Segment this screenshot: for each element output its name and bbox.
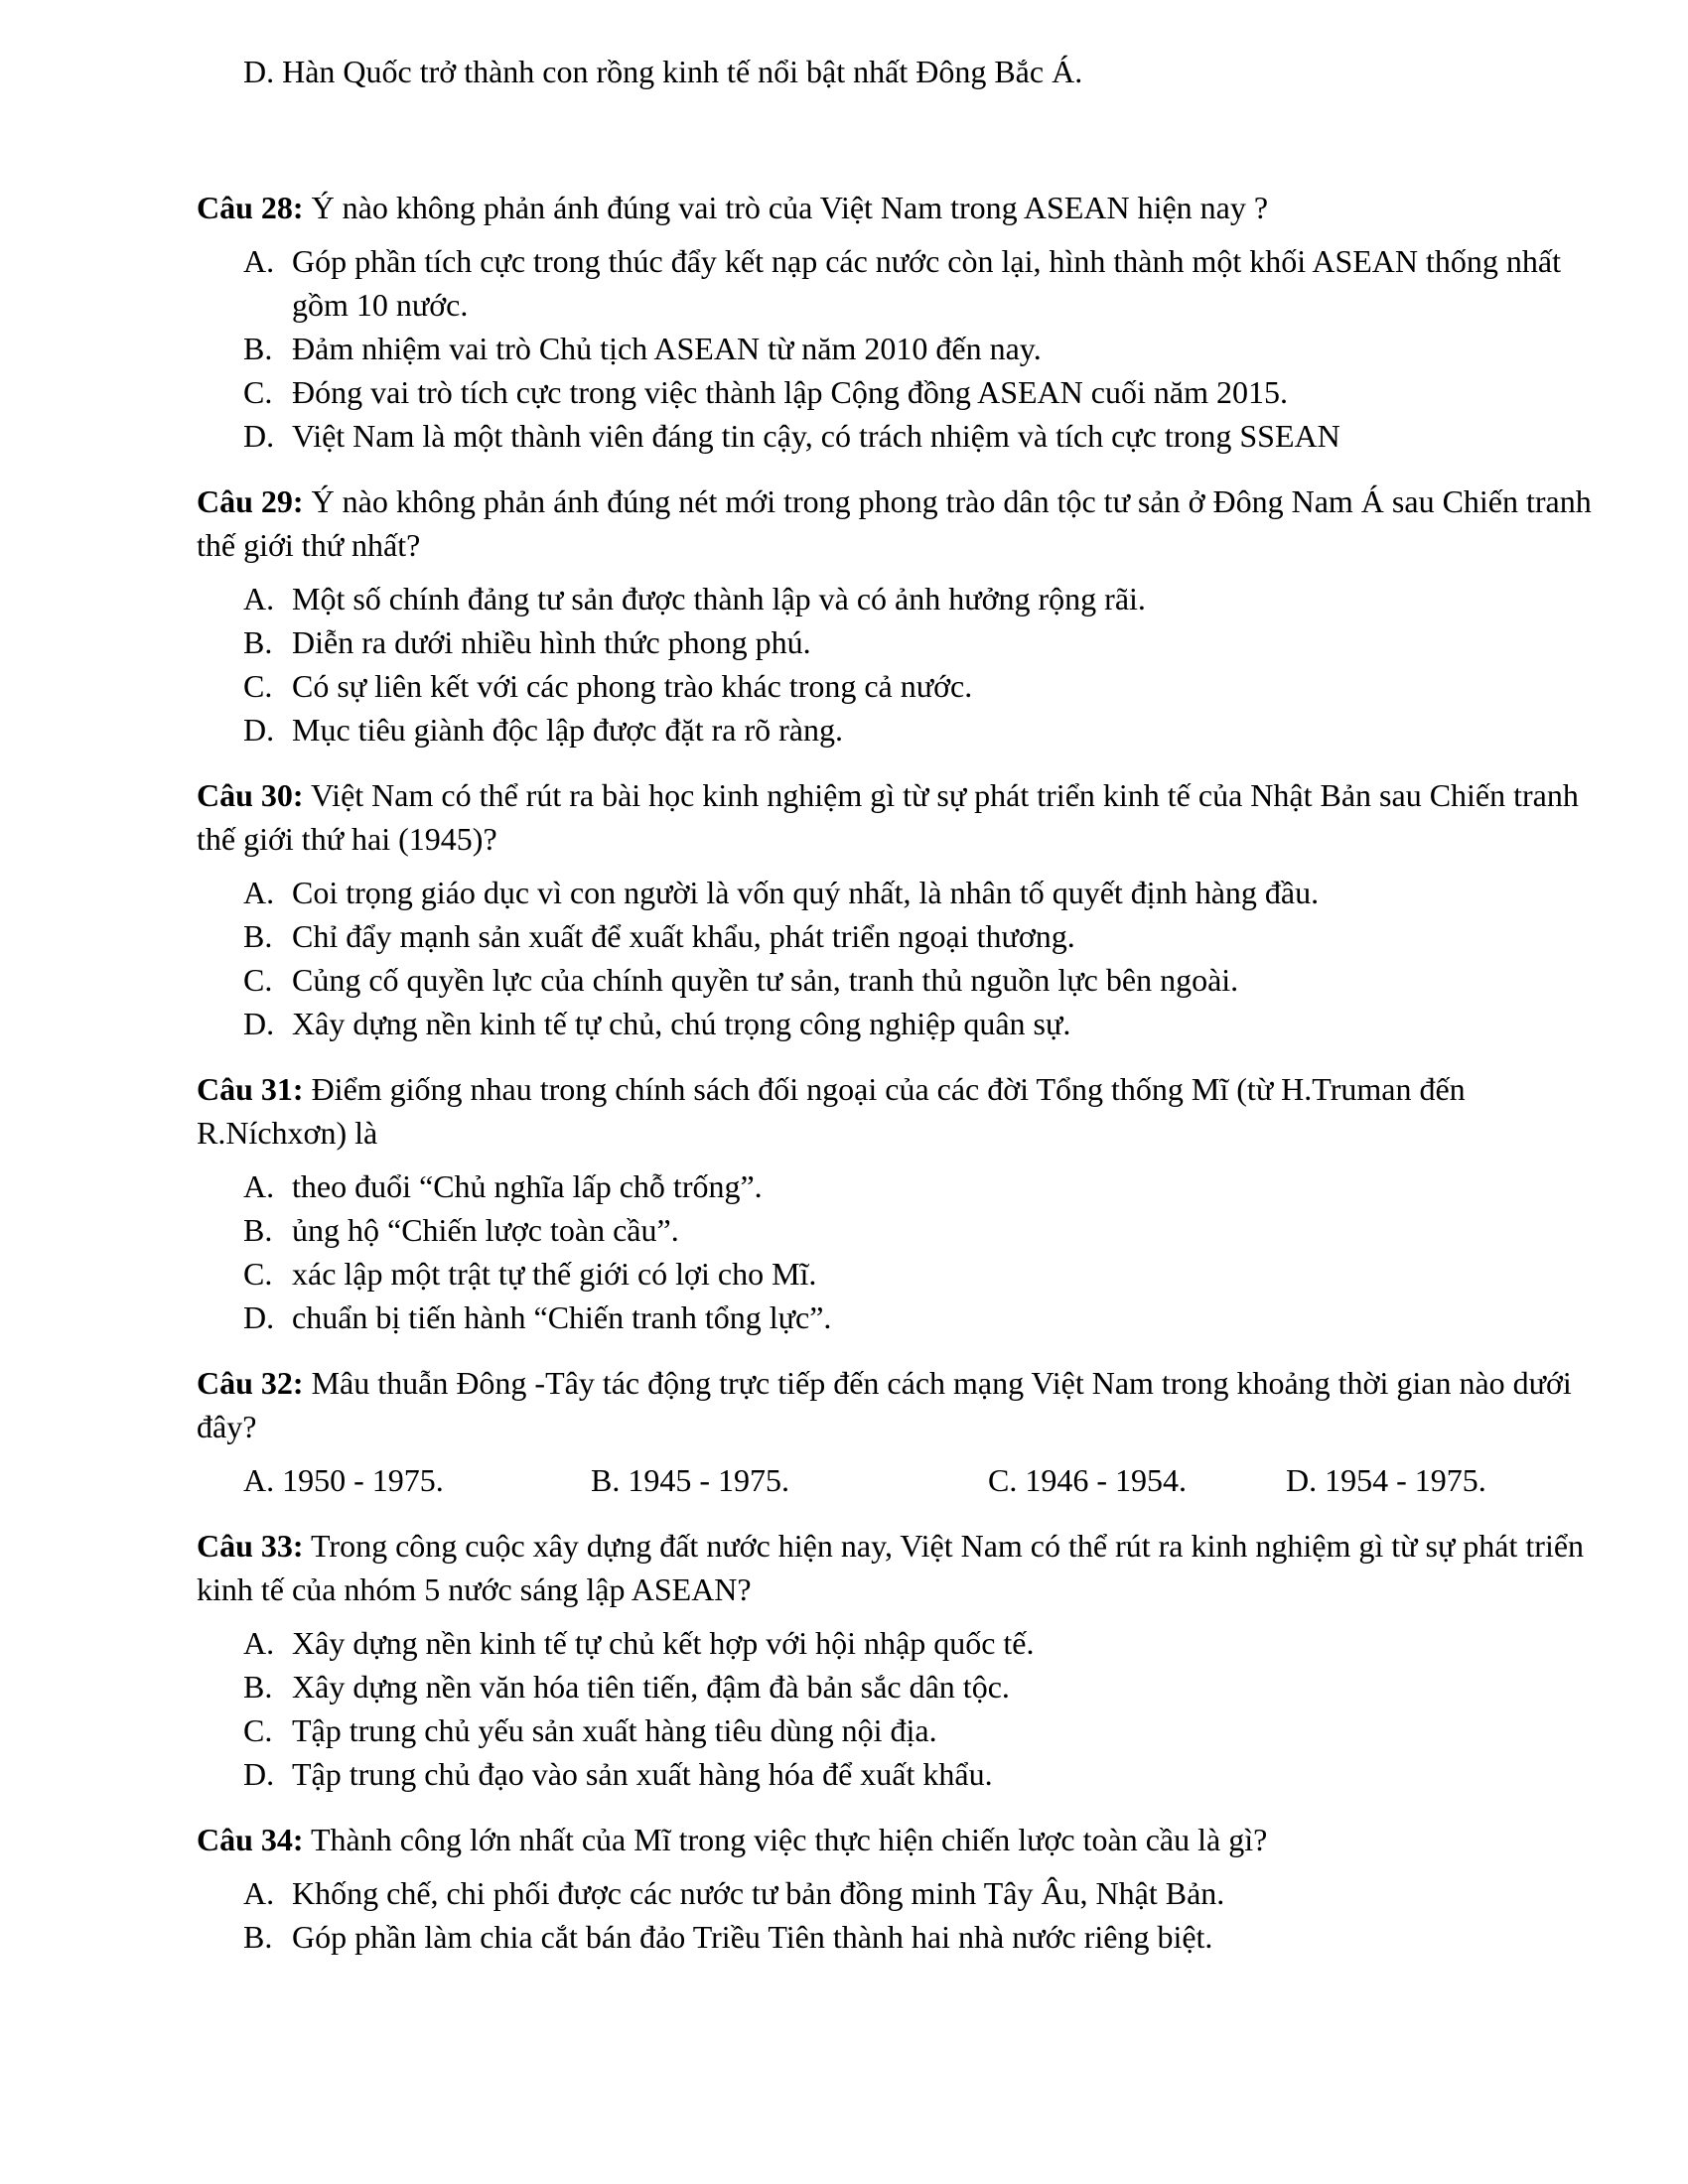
option-text: 1950 - 1975. — [282, 1462, 444, 1498]
question-text: Ý nào không phản ánh đúng nét mới trong phong trào dân tộc tư sản ở Đông Nam Á sau Chiến tranh thế giới thứ nhất? — [197, 483, 1592, 563]
option-text: 1946 - 1954. — [1025, 1462, 1187, 1498]
option-list — [197, 1871, 1599, 1959]
option-letter: A. — [243, 875, 275, 910]
option-b — [243, 327, 1599, 370]
option-list — [197, 1458, 1599, 1502]
option-text: Tập trung chủ yếu sản xuất hàng tiêu dùng nội địa. — [292, 1712, 937, 1748]
option-letter: D. — [1286, 1462, 1318, 1498]
option-letter: A. — [243, 1625, 275, 1661]
option-text: Xây dựng nền văn hóa tiên tiến, đậm đà bản sắc dân tộc. — [292, 1669, 1010, 1705]
question-28 — [197, 186, 1599, 458]
option-text: Củng cố quyền lực của chính quyền tư sản, tranh thủ nguồn lực bên ngoài. — [292, 962, 1239, 998]
question-stem — [197, 1361, 1599, 1448]
option-letter: D. — [243, 1299, 275, 1335]
option-b — [243, 914, 1599, 958]
question-29 — [197, 479, 1599, 751]
option-text: Diễn ra dưới nhiều hình thức phong phú. — [292, 624, 811, 660]
question-text: Mâu thuẫn Đông -Tây tác động trực tiếp đến cách mạng Việt Nam trong khoảng thời gian nào dưới đây? — [197, 1365, 1572, 1444]
option-letter: C. — [243, 962, 273, 998]
option-letter: B. — [591, 1462, 621, 1498]
option-text: Xây dựng nền kinh tế tự chủ, chú trọng công nghiệp quân sự. — [292, 1006, 1071, 1041]
question-number: Câu 34: — [197, 1822, 304, 1857]
option-text: Góp phần làm chia cắt bán đảo Triều Tiên thành hai nhà nước riêng biệt. — [292, 1919, 1213, 1955]
option-text: Đóng vai trò tích cực trong việc thành lập Cộng đồng ASEAN cuối năm 2015. — [292, 374, 1288, 410]
option-c — [243, 958, 1599, 1002]
option-a — [243, 871, 1599, 914]
option-list — [197, 1164, 1599, 1339]
option-text: Góp phần tích cực trong thúc đẩy kết nạp các nước còn lại, hình thành một khối ASEAN thống nhất gồm 10 nước. — [292, 243, 1561, 323]
option-text: xác lập một trật tự thế giới có lợi cho Mĩ. — [292, 1256, 817, 1292]
question-text: Điểm giống nhau trong chính sách đối ngoại của các đời Tổng thống Mĩ (từ H.Truman đến R.Níchxơn) là — [197, 1071, 1466, 1151]
option-list — [197, 577, 1599, 751]
option-letter: A. — [243, 243, 275, 279]
option-text: theo đuổi “Chủ nghĩa lấp chỗ trống”. — [292, 1168, 763, 1204]
option-letter: C. — [988, 1462, 1018, 1498]
option-letter: B. — [243, 918, 273, 954]
option-letter: A. — [243, 1875, 275, 1911]
option-text: Coi trọng giáo dục vì con người là vốn quý nhất, là nhân tố quyết định hàng đầu. — [292, 875, 1320, 910]
option-text: Mục tiêu giành độc lập được đặt ra rõ ràng. — [292, 712, 843, 748]
question-text: Thành công lớn nhất của Mĩ trong việc thực hiện chiến lược toàn cầu là gì? — [303, 1822, 1268, 1857]
question-stem — [197, 773, 1599, 861]
option-letter: B. — [243, 624, 273, 660]
question-30 — [197, 773, 1599, 1045]
option-letter: D. — [243, 1006, 275, 1041]
question-text: Trong công cuộc xây dựng đất nước hiện nay, Việt Nam có thể rút ra kinh nghiệm gì từ sự phát triển kinh tế của nhóm 5 nước sáng lập ASEAN? — [197, 1528, 1585, 1607]
option-letter: A. — [243, 1168, 275, 1204]
option-text: 1954 - 1975. — [1325, 1462, 1486, 1498]
option-letter: B. — [243, 331, 273, 366]
question-34 — [197, 1818, 1599, 1959]
exam-page — [197, 50, 1599, 1980]
question-33 — [197, 1524, 1599, 1796]
question-stem — [197, 1818, 1599, 1861]
question-number: Câu 29: — [197, 483, 304, 519]
option-text: Có sự liên kết với các phong trào khác trong cả nước. — [292, 668, 973, 704]
option-text: chuẩn bị tiến hành “Chiến tranh tổng lực”. — [292, 1299, 832, 1335]
question-number: Câu 31: — [197, 1071, 304, 1107]
option-d — [243, 414, 1599, 458]
question-text: Việt Nam có thể rút ra bài học kinh nghiệm gì từ sự phát triển kinh tế của Nhật Bản sau Chiến tranh thế giới thứ hai (1945)? — [197, 777, 1579, 857]
question-stem — [197, 1524, 1599, 1611]
option-letter: B. — [243, 1669, 273, 1705]
option-text: Xây dựng nền kinh tế tự chủ kết hợp với hội nhập quốc tế. — [292, 1625, 1035, 1661]
option-c — [243, 664, 1599, 708]
option-c — [243, 1708, 1599, 1752]
question-number: Câu 33: — [197, 1528, 304, 1564]
option-d — [243, 708, 1599, 751]
option-text: Khống chế, chi phối được các nước tư bản đồng minh Tây Âu, Nhật Bản. — [292, 1875, 1225, 1911]
option-c — [243, 1252, 1599, 1296]
option-letter: D. — [243, 418, 275, 454]
option-letter: B. — [243, 1212, 273, 1248]
option-text: Một số chính đảng tư sản được thành lập và có ảnh hưởng rộng rãi. — [292, 581, 1146, 616]
question-number: Câu 28: — [197, 190, 304, 225]
option-a — [243, 577, 1599, 620]
option-a — [243, 239, 1599, 327]
option-text: 1945 - 1975. — [628, 1462, 789, 1498]
question-31 — [197, 1067, 1599, 1339]
option-a — [243, 1164, 1599, 1208]
question-32 — [197, 1361, 1599, 1502]
option-b — [243, 1915, 1599, 1959]
option-letter: C. — [243, 1256, 273, 1292]
option-d — [243, 1296, 1599, 1339]
option-letter: C. — [243, 668, 273, 704]
option-list — [197, 871, 1599, 1045]
option-text: Đảm nhiệm vai trò Chủ tịch ASEAN từ năm 2010 đến nay. — [292, 331, 1042, 366]
question-text: Ý nào không phản ánh đúng vai trò của Việt Nam trong ASEAN hiện nay ? — [303, 190, 1269, 225]
question-stem — [197, 1067, 1599, 1155]
option-list — [197, 1621, 1599, 1796]
option-letter: C. — [243, 1712, 273, 1748]
question-stem — [197, 479, 1599, 567]
option-a — [243, 1871, 1599, 1915]
option-letter: A. — [243, 1462, 275, 1498]
question-stem — [197, 186, 1599, 229]
option-letter: A. — [243, 581, 275, 616]
option-letter: D. — [243, 1756, 275, 1792]
option-d — [243, 1002, 1599, 1045]
option-b — [591, 1458, 988, 1502]
option-letter: D. — [243, 54, 275, 89]
option-b — [243, 1665, 1599, 1708]
option-letter: B. — [243, 1919, 273, 1955]
option-b — [243, 1208, 1599, 1252]
option-d — [243, 1752, 1599, 1796]
option-text: Chỉ đẩy mạnh sản xuất để xuất khẩu, phát triển ngoại thương. — [292, 918, 1075, 954]
option-letter: D. — [243, 712, 275, 748]
question-number: Câu 32: — [197, 1365, 304, 1401]
option-c — [988, 1458, 1286, 1502]
option-list — [197, 239, 1599, 458]
option-text: Hàn Quốc trở thành con rồng kinh tế nổi bật nhất Đông Bắc Á. — [282, 54, 1083, 89]
option-letter: C. — [243, 374, 273, 410]
option-text: ủng hộ “Chiến lược toàn cầu”. — [292, 1212, 679, 1248]
carryover-option — [197, 50, 1599, 93]
option-a — [243, 1621, 1599, 1665]
option-text: Việt Nam là một thành viên đáng tin cậy, có trách nhiệm và tích cực trong SSEAN — [292, 418, 1340, 454]
option-c — [243, 370, 1599, 414]
option-b — [243, 620, 1599, 664]
option-text: Tập trung chủ đạo vào sản xuất hàng hóa để xuất khẩu. — [292, 1756, 993, 1792]
option-d — [1286, 1458, 1486, 1502]
question-number: Câu 30: — [197, 777, 304, 813]
option-a — [243, 1458, 591, 1502]
